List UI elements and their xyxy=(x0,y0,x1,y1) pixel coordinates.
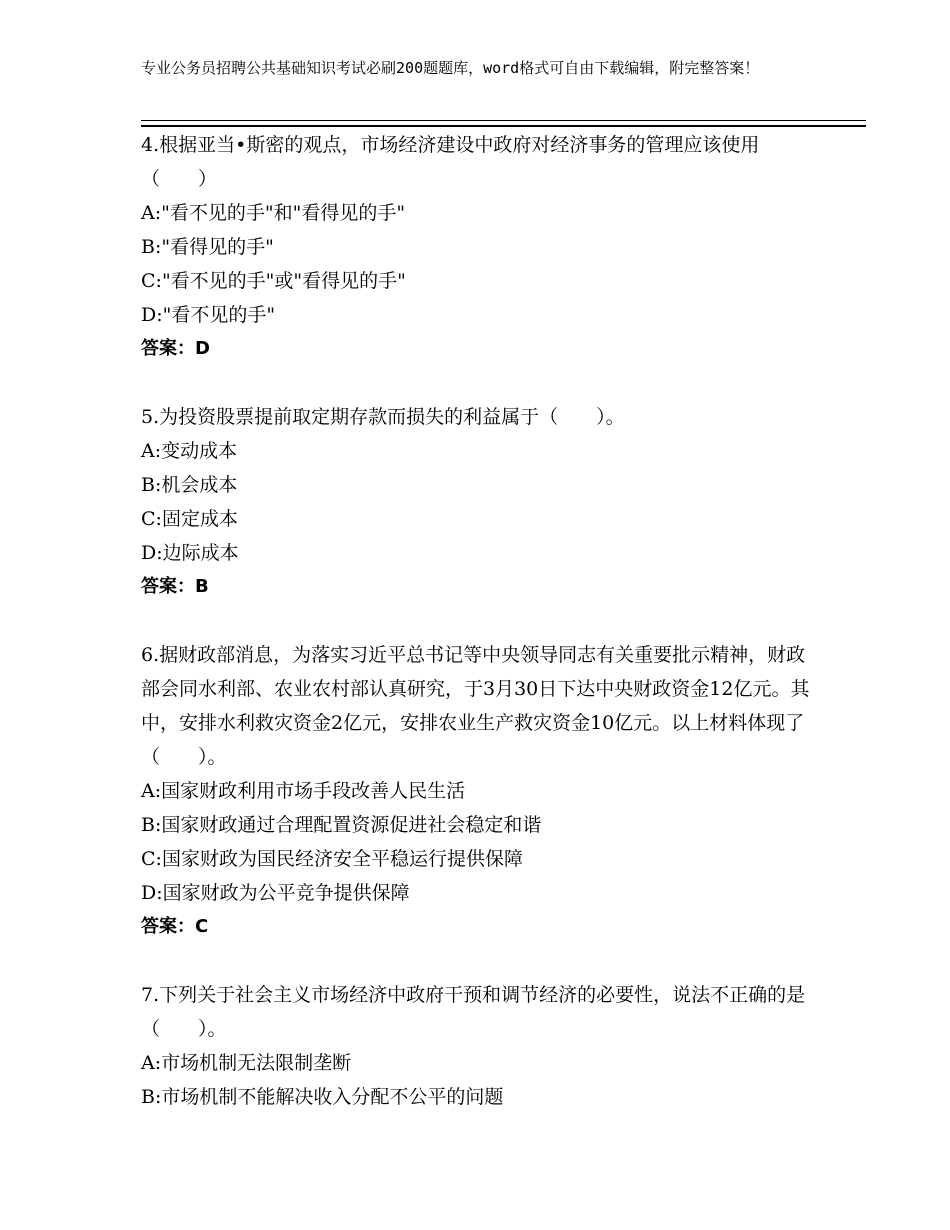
question-stem: 7.下列关于社会主义市场经济中政府干预和调节经济的必要性，说法不正确的是（ ）。 xyxy=(141,984,806,1040)
option-b: B:市场机制不能解决收入分配不公平的问题 xyxy=(141,1086,504,1108)
answer-line: 答案：C xyxy=(141,916,209,937)
option-c: C:国家财政为国民经济安全平稳运行提供保障 xyxy=(141,848,523,870)
option-d: D:国家财政为公平竞争提供保障 xyxy=(141,882,410,904)
question-4 xyxy=(141,128,821,366)
option-d: D:"看不见的手" xyxy=(141,304,276,326)
option-a: A:变动成本 xyxy=(141,440,238,462)
option-d: D:边际成本 xyxy=(141,542,239,564)
option-c: C:固定成本 xyxy=(141,508,238,530)
option-c: C:"看不见的手"或"看得见的手" xyxy=(141,270,406,292)
option-b: B:国家财政通过合理配置资源促进社会稳定和谐 xyxy=(141,814,542,836)
question-6 xyxy=(141,638,821,944)
answer-line: 答案：B xyxy=(141,576,209,597)
question-stem: 6.据财政部消息，为落实习近平总书记等中央领导同志有关重要批示精神，财政部会同水利部、农业农村部认真研究，于3月30日下达中央财政资金12亿元。其中，安排水利救灾资金2亿元，安排农业生产救灾资金10亿元。以上材料体现了（ ）。 xyxy=(141,644,810,768)
question-stem: 5.为投资股票提前取定期存款而损失的利益属于（ ）。 xyxy=(141,406,625,428)
option-a: A:国家财政利用市场手段改善人民生活 xyxy=(141,780,466,802)
question-list xyxy=(141,128,821,1114)
page-header xyxy=(141,57,841,80)
option-a: A:"看不见的手"和"看得见的手" xyxy=(141,202,406,224)
header-text: 专业公务员招聘公共基础知识考试必刷200题题库，word格式可自由下载编辑，附完整答案！ xyxy=(141,59,760,77)
question-7 xyxy=(141,978,821,1114)
header-divider xyxy=(141,120,866,127)
option-b: B:机会成本 xyxy=(141,474,238,496)
option-b: B:"看得见的手" xyxy=(141,236,274,258)
question-5 xyxy=(141,400,821,604)
answer-line: 答案：D xyxy=(141,338,210,359)
option-a: A:市场机制无法限制垄断 xyxy=(141,1052,352,1074)
question-stem: 4.根据亚当•斯密的观点，市场经济建设中政府对经济事务的管理应该使用（ ） xyxy=(141,134,760,190)
